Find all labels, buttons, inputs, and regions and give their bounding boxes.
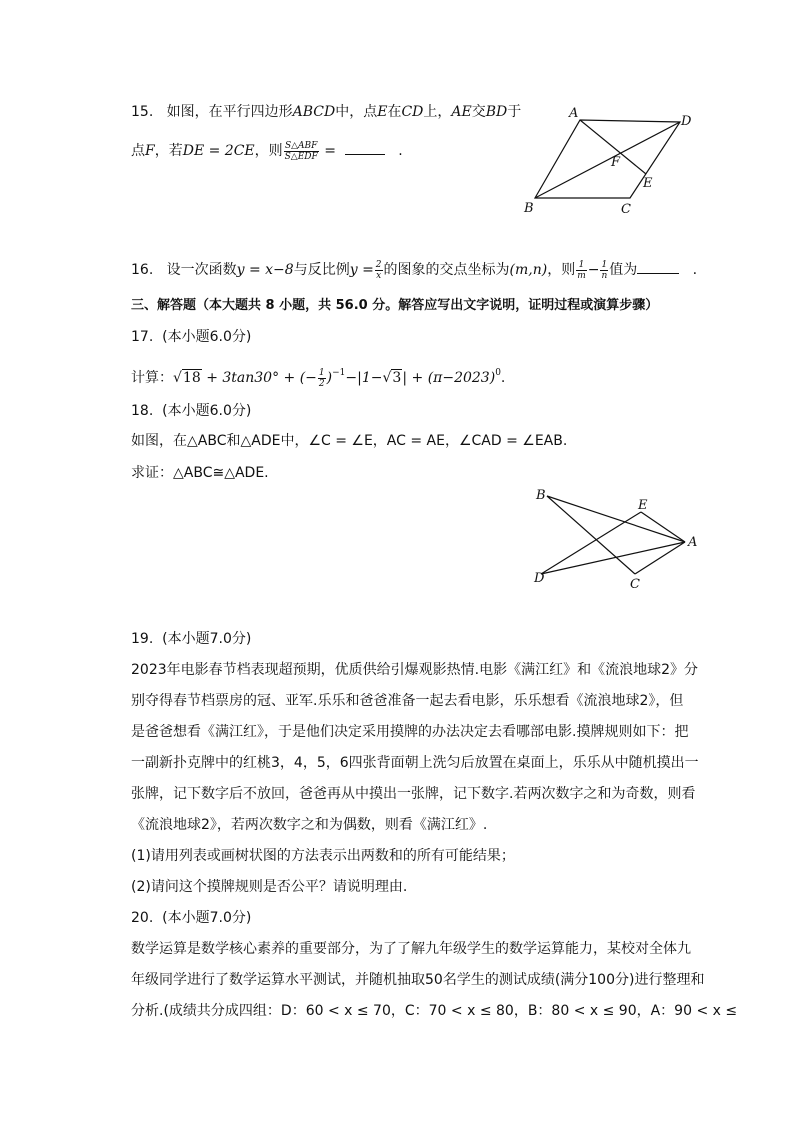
figure-parallelogram xyxy=(515,100,705,220)
label-c: C xyxy=(621,202,631,217)
q15-text4: 上， xyxy=(423,104,452,120)
q16-point: (m,n) xyxy=(509,262,548,278)
label-b: B xyxy=(536,488,546,503)
label-f: F xyxy=(611,155,621,170)
q15-line1 xyxy=(131,102,521,122)
q20-score: (本小题7.0分) xyxy=(162,910,252,926)
q15-text5: 交 xyxy=(471,104,486,120)
q17-exp1: −1 xyxy=(332,368,346,378)
q15-text2: 中，点 xyxy=(335,104,378,120)
q20-header xyxy=(131,908,251,928)
q16-end: . xyxy=(692,262,698,278)
q17-score: (本小题6.0分) xyxy=(162,329,252,345)
q19-score: (本小题7.0分) xyxy=(162,631,252,647)
q19-sub2: (2)请问这个摸牌规则是否公平？请说明理由. xyxy=(131,879,408,895)
q16-inverse-fraction xyxy=(375,260,383,281)
q17-exp2: 0 xyxy=(495,368,501,378)
segment-de xyxy=(541,512,641,574)
q15-e: E xyxy=(377,104,388,120)
q18-score: (本小题6.0分) xyxy=(162,403,252,419)
q15-condition: DE = 2CE xyxy=(182,143,255,159)
q19-header xyxy=(131,629,251,649)
q15-ae: AE xyxy=(451,104,472,120)
q16-f1-den: m xyxy=(577,270,586,281)
q18-line2: 求证：△ABC≅△ADE. xyxy=(131,465,269,481)
q17-half-den: 2 xyxy=(318,378,325,389)
q16-text3: 的图象的交点坐标为 xyxy=(383,262,510,278)
q17-part4: | + (π−2023) xyxy=(402,370,496,386)
q19-line: 别夺得春节档票房的冠、亚军.乐乐和爸爸准备一起去看电影，乐乐想看《流浪地球2》，但 xyxy=(131,693,684,709)
section-3-heading: 三、解答题（本大题共 8 小题，共 56.0 分。解答应写出文字说明，证明过程或演算步骤） xyxy=(131,298,659,313)
q17-header xyxy=(131,327,251,347)
q17-half xyxy=(318,368,326,389)
q15-ratio-numerator: S△ABF xyxy=(284,140,318,151)
q16-linear-function: y = x−8 xyxy=(236,262,294,278)
label-b: B xyxy=(524,201,534,216)
q16-text2: 与反比例 xyxy=(293,262,350,278)
q16-frac-1m xyxy=(576,260,587,281)
q19-line: 《流浪地球2》，若两次数字之和为偶数，则看《满江红》. xyxy=(131,817,488,833)
q19-line: 2023年电影春节档表现超预期，优质供给引爆观影热情.电影《满江红》和《流浪地球2》分 xyxy=(131,662,698,678)
q15-area-ratio xyxy=(284,141,319,162)
q19-number: 19. xyxy=(131,631,154,647)
q15-text6: 于 xyxy=(507,104,522,120)
segment-ea xyxy=(641,512,685,542)
q15-line2-a: 点 xyxy=(131,143,145,159)
q16-inverse-lhs: y = xyxy=(349,262,374,278)
q17-part3: −|1− xyxy=(345,370,383,386)
q17-part1: + 3tan30° + (− xyxy=(201,370,317,386)
q17-expression: 计算：√18 + 3tan30° + (− $\frac{1}{2}$ )$^{-1}-|1-√3| + (\pi-2023)^0$. xyxy=(131,367,506,389)
q16-inverse-den: x xyxy=(376,270,382,281)
q15-line2-b: ，若 xyxy=(154,143,183,159)
label-e: E xyxy=(643,176,653,191)
q16-text4: ，则 xyxy=(547,262,576,278)
q19-line: 是爸爸想看《满江红》，于是他们决定采用摸牌的办法决定去看哪部电影.摸牌规则如下：把 xyxy=(131,724,689,740)
q15-bd: BD xyxy=(485,104,508,120)
q17-label: 计算： xyxy=(131,370,173,386)
label-d: D xyxy=(681,114,692,129)
q15-cd: CD xyxy=(401,104,424,120)
q16-line xyxy=(131,259,697,281)
q16-f1-num: 1 xyxy=(576,260,587,271)
q17-half-num: 1 xyxy=(318,367,325,378)
q19-sub1: (1)请用列表或画树状图的方法表示出两数和的所有可能结果； xyxy=(131,848,515,864)
q15-abcd: ABCD xyxy=(292,104,336,120)
q15-equals: = xyxy=(324,143,336,159)
q18-header xyxy=(131,401,251,421)
q17-end: . xyxy=(500,370,506,386)
segment-ca xyxy=(635,542,685,574)
q15-line2-c: ，则 xyxy=(254,143,283,159)
q16-text1: 设一次函数 xyxy=(166,262,237,278)
q20-number: 20. xyxy=(131,910,154,926)
q16-frac-1n xyxy=(600,260,608,281)
q15-f: F xyxy=(145,143,155,159)
label-a: A xyxy=(688,535,698,550)
label-a: A xyxy=(569,106,579,121)
q20-line: 数学运算是数学核心素养的重要部分，为了了解九年级学生的数学运算能力，某校对全体九 xyxy=(131,941,691,957)
q20-line: 分析.(成绩共分成四组：D：60 < x ≤ 70，C：70 < x ≤ 80，B：80 < x ≤ 90，A：90 < x ≤ xyxy=(131,1003,738,1019)
label-e: E xyxy=(638,498,648,513)
q15-text3: 在 xyxy=(387,104,402,120)
q15-end: . xyxy=(398,143,403,159)
q15-number: 15. xyxy=(131,104,154,120)
segment-da xyxy=(541,542,685,574)
label-c: C xyxy=(630,577,640,592)
q16-number: 16. xyxy=(131,262,154,278)
q16-text5: 值为 xyxy=(609,262,638,278)
q18-number: 18. xyxy=(131,403,154,419)
q17-part2: ) xyxy=(326,370,333,386)
q19-line: 一副新扑克牌中的红桃3，4，5，6四张背面朝上洗匀后放置在桌面上，乐乐从中随机摸出一 xyxy=(131,755,699,771)
q17-sqrt-18: 18 xyxy=(182,370,201,386)
q20-line: 年级同学进行了数学运算水平测试，并随机抽取50名学生的测试成绩(满分100分)进行整理和 xyxy=(131,972,705,988)
segment-ba xyxy=(547,496,685,542)
q15-text1: 如图，在平行四边形 xyxy=(166,104,293,120)
q16-minus: − xyxy=(587,262,600,278)
q16-f2-den: n xyxy=(601,270,608,281)
q16-f2-num: 1 xyxy=(601,259,608,270)
q18-line1: 如图，在△ABC和△ADE中，∠C = ∠E，AC = AE，∠CAD = ∠EAB. xyxy=(131,433,568,449)
q19-line: 张牌，记下数字后不放回，爸爸再从中摸出一张牌，记下数字.若两次数字之和为奇数，则看 xyxy=(131,786,696,802)
label-d: D xyxy=(534,571,545,586)
q17-number: 17. xyxy=(131,329,154,345)
q17-sqrt-3: 3 xyxy=(392,370,402,386)
q15-answer-blank[interactable] xyxy=(345,140,385,155)
q16-inverse-num: 2 xyxy=(375,259,382,270)
q15-ratio-denominator: S△EDF xyxy=(284,151,318,162)
q15-line2 xyxy=(131,140,403,162)
figure-triangles xyxy=(525,482,705,592)
q16-answer-blank[interactable] xyxy=(637,259,679,274)
